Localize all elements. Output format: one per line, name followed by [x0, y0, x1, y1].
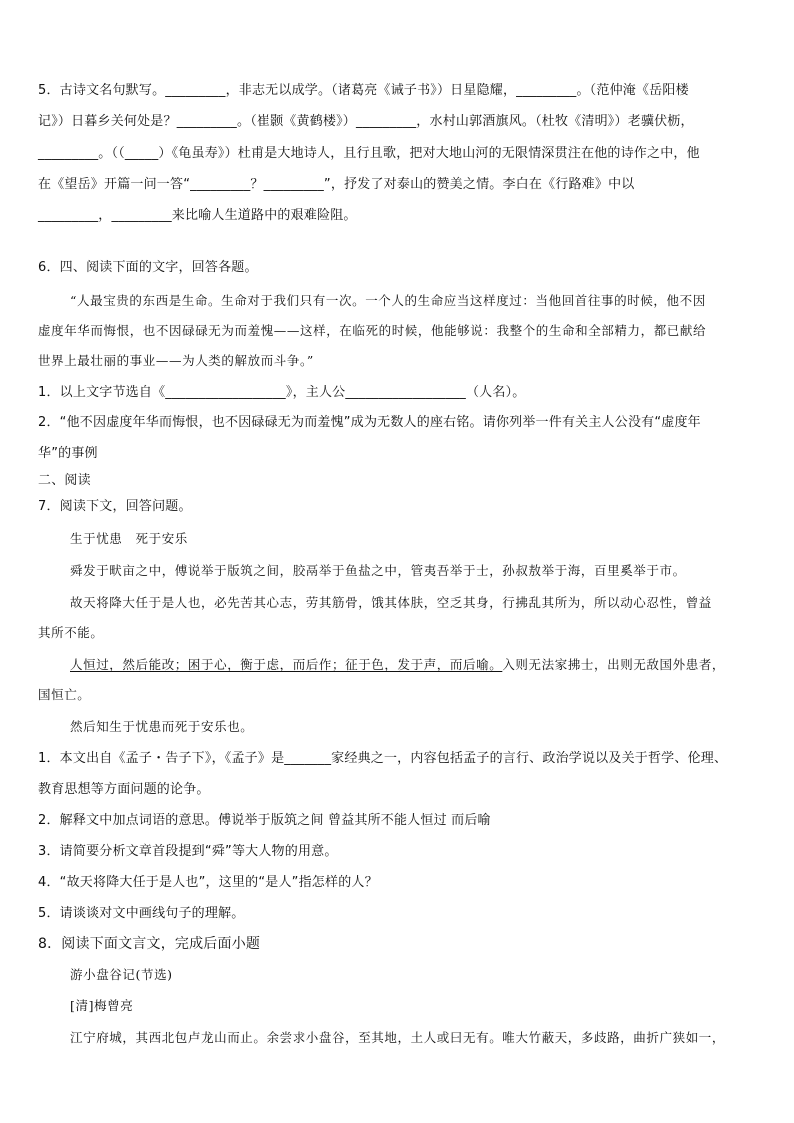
- q7-subquestion-3: 3．请简要分析文章首段提到“舜”等大人物的用意。: [38, 844, 338, 859]
- q8-passage-author: [清]梅曾亮: [70, 998, 134, 1013]
- q6-passage-line-2: 虚度年华而悔恨，也不因碌碌无为而羞愧——这样，在临死的时候，他能够说：我整个的生命和全部精力，都已献给: [38, 323, 707, 338]
- q7-passage-para-2-line-1: 故天将降大任于是人也，必先苦其心志，劳其筋骨，饿其体肤，空乏其身，行拂乱其所为，所以动心忍性，曾益: [70, 595, 712, 610]
- q5-line-5: _________，_________来比喻人生道路中的艰难险阻。: [38, 208, 357, 223]
- q6-subquestion-1: 1．以上文字节选自《__________________》，主人公__________________（人名）。: [38, 385, 526, 400]
- q6-passage-line-1: “人最宝贵的东西是生命。生命对于我们只有一次。一个人的生命应当这样度过：当他回首往事的时候，他不因: [70, 293, 706, 308]
- q5-line-1: 5．古诗文名句默写。_________，非志无以成学。（诸葛亮《诫子书》）日星隐耀，_________。（范仲淹《岳阳楼: [38, 83, 689, 98]
- underlined-sentence: 人恒过，然后能改；困于心，衡于虑，而后作；征于色，发于声，而后喻。: [70, 657, 503, 672]
- q7-subquestion-1-line-1: 1．本文出自《孟子・告子下》，《孟子》是_______家经典之一，内容包括孟子的言行、政治学说以及关于哲学、伦理、: [38, 751, 728, 766]
- q6-subquestion-2-line-1: 2．“他不因虚度年华而悔恨，也不因碌碌无为而羞愧”成为无数人的座右铭。请你列举一件有关主人公没有“虚度年: [38, 415, 701, 430]
- q6-subquestion-2-line-2: 华”的事例: [38, 446, 98, 461]
- q7-heading: 7．阅读下文，回答问题。: [38, 499, 192, 514]
- q6-heading: 6．四、阅读下面的文字，回答各题。: [38, 260, 258, 275]
- q7-subquestion-2: 2．解释文中加点词语的意思。傅说举于版筑之间 曾益其所不能人恒过 而后喻: [38, 813, 491, 828]
- section-heading-reading: 二、阅读: [38, 473, 91, 488]
- q5-line-3: _________。（（_____）《龟虽寿》）杜甫是大地诗人，且行且歌，把对大地山河的无限情深贯注在他的诗作之中，他: [38, 146, 700, 161]
- q6-passage-line-3: 世界上最壮丽的事业——为人类的解放而斗争。”: [38, 353, 314, 368]
- q8-passage-para-1: 江宁府城，其西北包卢龙山而止。余尝求小盘谷，至其地，土人或曰无有。唯大竹蔽天，多歧路，曲折广狭如一，: [70, 1030, 726, 1045]
- q7-passage-para-4: 然后知生于忧患而死于安乐也。: [70, 719, 254, 734]
- q5-line-4: 在《望岳》开篇一问一答“_________？_________”，抒发了对泰山的赞美之情。李白在《行路难》中以: [38, 177, 635, 192]
- q7-subquestion-5: 5．请谈谈对文中画线句子的理解。: [38, 906, 245, 921]
- q5-line-2: 记》）日暮乡关何处是？_________。（崔颢《黄鹤楼》）_________，水村山郭酒旗风。（杜牧《清明》）老骥伏枥，: [38, 114, 694, 129]
- q7-passage-para-1: 舜发于畎亩之中，傅说举于版筑之间，胶鬲举于鱼盐之中，管夷吾举于士，孙叔敖举于海，百里奚举于市。: [70, 563, 686, 578]
- q7-passage-para-3-line-2: 国恒亡。: [38, 687, 91, 702]
- q7-passage-title: 生于忧患 死于安乐: [70, 531, 188, 546]
- para-3-rest: 入则无法家拂士，出则无敌国外患者，: [502, 657, 726, 672]
- q7-subquestion-1-line-2: 教育思想等方面问题的论争。: [38, 782, 210, 797]
- q7-passage-para-3-line-1: [70, 655, 764, 675]
- q8-heading: 8．阅读下面文言文，完成后面小题: [38, 936, 261, 952]
- q7-passage-para-2-line-2: 其所不能。: [38, 625, 104, 640]
- q7-subquestion-4: 4．“故天将降大任于是人也”，这里的“是人”指怎样的人？: [38, 875, 378, 890]
- q8-passage-title: 游小盘谷记(节选): [70, 967, 173, 982]
